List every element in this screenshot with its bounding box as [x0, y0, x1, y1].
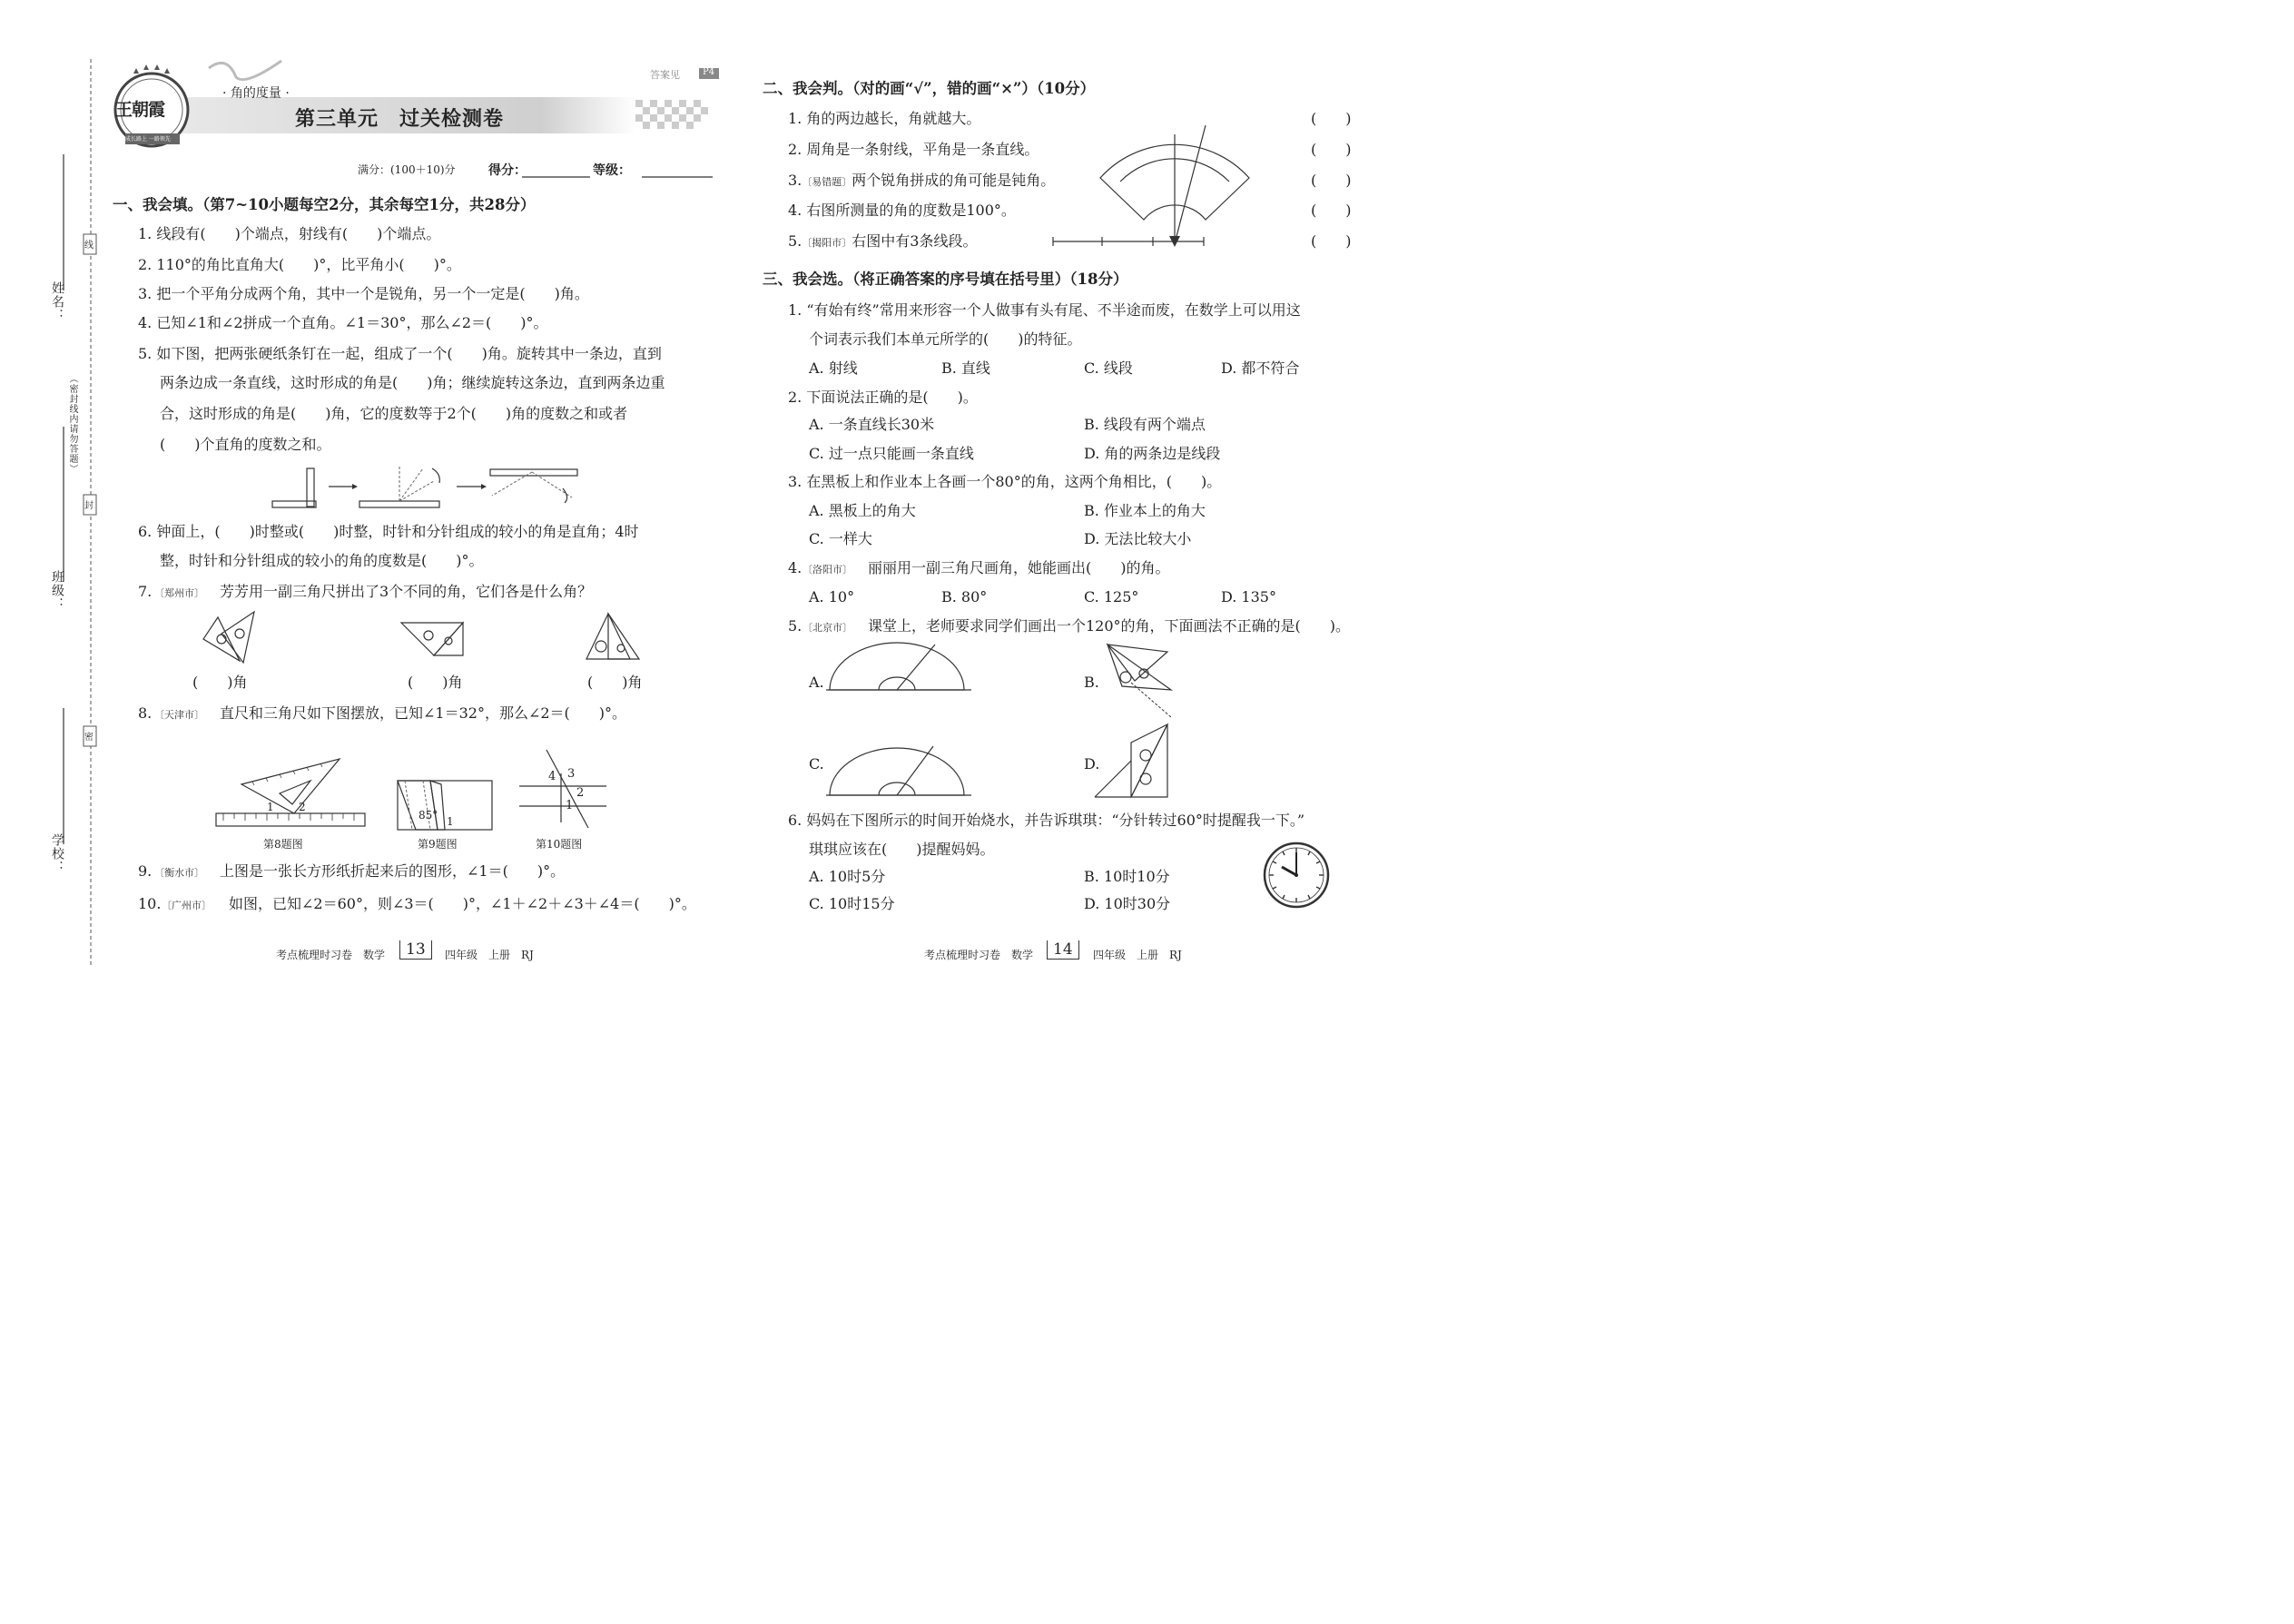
question-5-cont: ( )个直角的度数之和。	[160, 436, 331, 453]
judge-1: 1. 角的两边越长，角就越大。	[788, 110, 981, 127]
choice-3-option-a[interactable]: A. 黑板上的角大	[809, 502, 916, 519]
choice-6-cont: 琪琪应该在( )提醒妈妈。	[809, 841, 995, 858]
section-judge: 二、我会判。（对的画“√”，错的画“×”）（10分）	[763, 80, 1096, 97]
page-number-left: 13	[399, 940, 432, 960]
q7-blank-b: ( )角	[408, 674, 463, 691]
question-9-tag: 〔衡水市〕	[154, 867, 204, 879]
choice-5-option-b[interactable]: B.	[1084, 674, 1099, 691]
choice-4-tag: 〔洛阳市〕	[802, 564, 852, 576]
choice-5-option-a[interactable]: A.	[809, 674, 824, 691]
choice-5-option-d[interactable]: D.	[1084, 755, 1100, 773]
protractor-figure	[1097, 125, 1260, 252]
fig8-caption: 第8题图	[263, 838, 303, 851]
choice-1-option-b[interactable]: B. 直线	[941, 359, 990, 377]
judge-answer-5[interactable]: ( )	[1311, 232, 1352, 250]
angle-label-1: 1	[566, 799, 574, 812]
seal-mark-xian: 线	[84, 241, 94, 251]
angle-label-1: 1	[267, 801, 274, 813]
judge-answer-4[interactable]: ( )	[1311, 202, 1352, 219]
judge-answer-1[interactable]: ( )	[1311, 110, 1352, 127]
angle-label-1: 1	[447, 815, 454, 828]
segment-figure	[1051, 234, 1215, 249]
school-label: 学校：	[50, 833, 64, 874]
choice-2-option-a[interactable]: A. 一条直线长30米	[809, 416, 935, 433]
section-choose: 三、我会选。（将正确答案的序号填在括号里）（18分）	[763, 271, 1128, 288]
score-label: 得分：	[488, 163, 527, 178]
section-fill: 一、我会填。（第7~10小题每空2分，其余每空1分，共28分）	[113, 196, 536, 213]
question-8-number: 8.	[138, 704, 153, 722]
brand-logo: 王朝霞	[115, 100, 165, 120]
choice-2: 2. 下面说法正确的是( )。	[788, 389, 978, 406]
question-1: 1. 线段有( )个端点，射线有( )个端点。	[138, 225, 441, 242]
page-title: 第三单元 过关检测卷	[295, 107, 505, 131]
grade-label: 等级：	[593, 163, 631, 178]
page-number-right: 14	[1047, 940, 1079, 960]
question-8: 直尺和三角尺如下图摆放，已知∠1＝32°，那么∠2＝( )°。	[220, 704, 627, 722]
choice-3: 3. 在黑板上和作业本上各画一个80°的角，这两个角相比，( )。	[788, 473, 1222, 490]
footer-left: 考点梳理时习卷 数学	[276, 949, 386, 961]
angle-label-3: 3	[567, 767, 576, 781]
choice-6-option-c[interactable]: C. 10时15分	[809, 895, 895, 912]
choice-4: 丽丽用一副三角尺画角，她能画出( )的角。	[868, 559, 1170, 576]
choice-4-option-b[interactable]: B. 80°	[941, 588, 988, 605]
judge-2: 2. 周角是一条射线，平角是一条直线。	[788, 141, 1039, 158]
answer-ref: 答案见	[650, 69, 680, 81]
choice-4-option-c[interactable]: C. 125°	[1084, 588, 1139, 605]
choice-4-number: 4.	[788, 559, 802, 576]
choice-1-cont: 个词表示我们本单元所学的( )的特征。	[809, 330, 1082, 348]
seal-mark-mi: 密	[84, 733, 94, 743]
judge-4: 4. 右图所测量的角的度数是100°。	[788, 202, 1016, 219]
header-graphic	[100, 50, 735, 150]
name-label: 姓名：	[50, 281, 64, 322]
choice-5-option-c[interactable]: C.	[809, 755, 824, 773]
choice-4-option-d[interactable]: D. 135°	[1221, 588, 1276, 605]
footer-right: 考点梳理时习卷 数学	[924, 949, 1034, 961]
angle-label-4: 4	[548, 770, 556, 783]
fig10-caption: 第10题图	[536, 838, 583, 851]
judge-answer-3[interactable]: ( )	[1311, 172, 1352, 189]
sealing-notice: （密封线内请勿答题）	[67, 374, 77, 474]
q7-blank-c: ( )角	[587, 674, 643, 691]
choice-6: 6. 妈妈在下图所示的时间开始烧水，并告诉琪琪：“分针转过60°时提醒我一下。”	[788, 812, 1305, 829]
question-5-cont: 合，这时形成的角是( )角，它的度数等于2个( )角的度数之和或者	[160, 405, 628, 422]
choice-2-option-b[interactable]: B. 线段有两个端点	[1084, 416, 1206, 433]
choice-4-option-a[interactable]: A. 10°	[809, 588, 855, 605]
question-7-tag: 〔郑州市〕	[154, 587, 204, 599]
question-5: 5. 如下图，把两张硬纸条钉在一起，组成了一个( )角。旋转其中一条边，直到	[138, 345, 662, 362]
judge-5: 5.〔揭阳市〕右图中有3条线段。	[788, 232, 978, 250]
full-score: 满分：(100＋10)分	[358, 163, 456, 176]
footer-grade-left: 四年级 上册 RJ	[445, 949, 534, 961]
question-3: 3. 把一个平角分成两个角，其中一个是锐角，另一个一定是( )角。	[138, 285, 589, 302]
question-6-cont: 整，时针和分针组成的较小的角的度数是( )°。	[160, 552, 484, 569]
question-6: 6. 钟面上，( )时整或( )时整，时针和分针组成的较小的角是直角；4时	[138, 523, 639, 540]
question-10-number: 10.	[138, 895, 162, 912]
choice-1: 1. “有始有终”常用来形容一个人做事有头有尾、不半途而废，在数学上可以用这	[788, 301, 1301, 319]
q5-strip-figure	[271, 461, 597, 516]
answer-page: P4	[703, 67, 715, 77]
choice-3-option-c[interactable]: C. 一样大	[809, 530, 872, 547]
judge-answer-2[interactable]: ( )	[1311, 141, 1352, 158]
fig9-caption: 第9题图	[418, 838, 458, 851]
seal-mark-feng: 封	[84, 501, 94, 511]
q7-triangle-figures	[198, 610, 670, 674]
question-7: 芳芳用一副三角尺拼出了3个不同的角，它们各是什么角？	[220, 583, 593, 600]
score-lines	[522, 174, 794, 183]
choice-5: 课堂上，老师要求同学们画出一个120°的角，下面画法不正确的是( )。	[868, 617, 1351, 635]
choice-5-number: 5.	[788, 617, 802, 635]
choice-1-option-a[interactable]: A. 射线	[809, 359, 858, 377]
class-label: 班级：	[50, 570, 64, 611]
question-10-tag: 〔广州市〕	[162, 900, 212, 911]
question-2: 2. 110°的角比直角大( )°，比平角小( )°。	[138, 256, 461, 273]
question-4: 4. 已知∠1和∠2拼成一个直角。∠1＝30°，那么∠2＝( )°。	[138, 314, 548, 331]
question-7-number: 7.	[138, 583, 153, 600]
choice-5-figures	[826, 643, 1244, 806]
angle-label-2: 2	[576, 786, 585, 800]
question-5-cont: 两条边成一条直线，这时形成的角是( )角；继续旋转这条边，直到两条边重	[160, 374, 665, 391]
judge-3: 3.〔易错题〕两个锐角拼成的角可能是钝角。	[788, 172, 1056, 189]
choice-6-option-a[interactable]: A. 10时5分	[809, 868, 886, 885]
choice-2-option-c[interactable]: C. 过一点只能画一条直线	[809, 445, 974, 462]
question-9-number: 9.	[138, 862, 153, 880]
choice-6-option-d[interactable]: D. 10时30分	[1084, 895, 1171, 912]
choice-3-option-b[interactable]: B. 作业本上的角大	[1084, 502, 1206, 519]
unit-subtitle: · 角的度量 ·	[222, 86, 290, 101]
angle-label-2: 2	[299, 801, 306, 813]
choice-5-tag: 〔北京市〕	[802, 622, 852, 634]
question-10: 如图，已知∠2＝60°，则∠3＝( )°，∠1＋∠2＋∠3＋∠4＝( )°。	[229, 895, 696, 912]
choice-1-option-c[interactable]: C. 线段	[1084, 359, 1133, 377]
deg85-label: 85°	[418, 809, 438, 822]
question-9: 上图是一张长方形纸折起来后的图形，∠1＝( )°。	[220, 862, 566, 880]
question-8-tag: 〔天津市〕	[154, 709, 204, 721]
clock-icon	[1262, 841, 1331, 910]
q7-blank-a: ( )角	[192, 674, 248, 691]
q8-q10-figures	[216, 750, 615, 832]
choice-1-option-d[interactable]: D. 都不符合	[1221, 359, 1300, 377]
footer-grade-right: 四年级 上册 RJ	[1093, 949, 1182, 961]
choice-2-option-d[interactable]: D. 角的两条边是线段	[1084, 445, 1221, 462]
choice-3-option-d[interactable]: D. 无法比较大小	[1084, 530, 1192, 547]
choice-6-option-b[interactable]: B. 10时10分	[1084, 868, 1170, 885]
brand-slogan: 成长路上 一路领先	[125, 136, 171, 143]
